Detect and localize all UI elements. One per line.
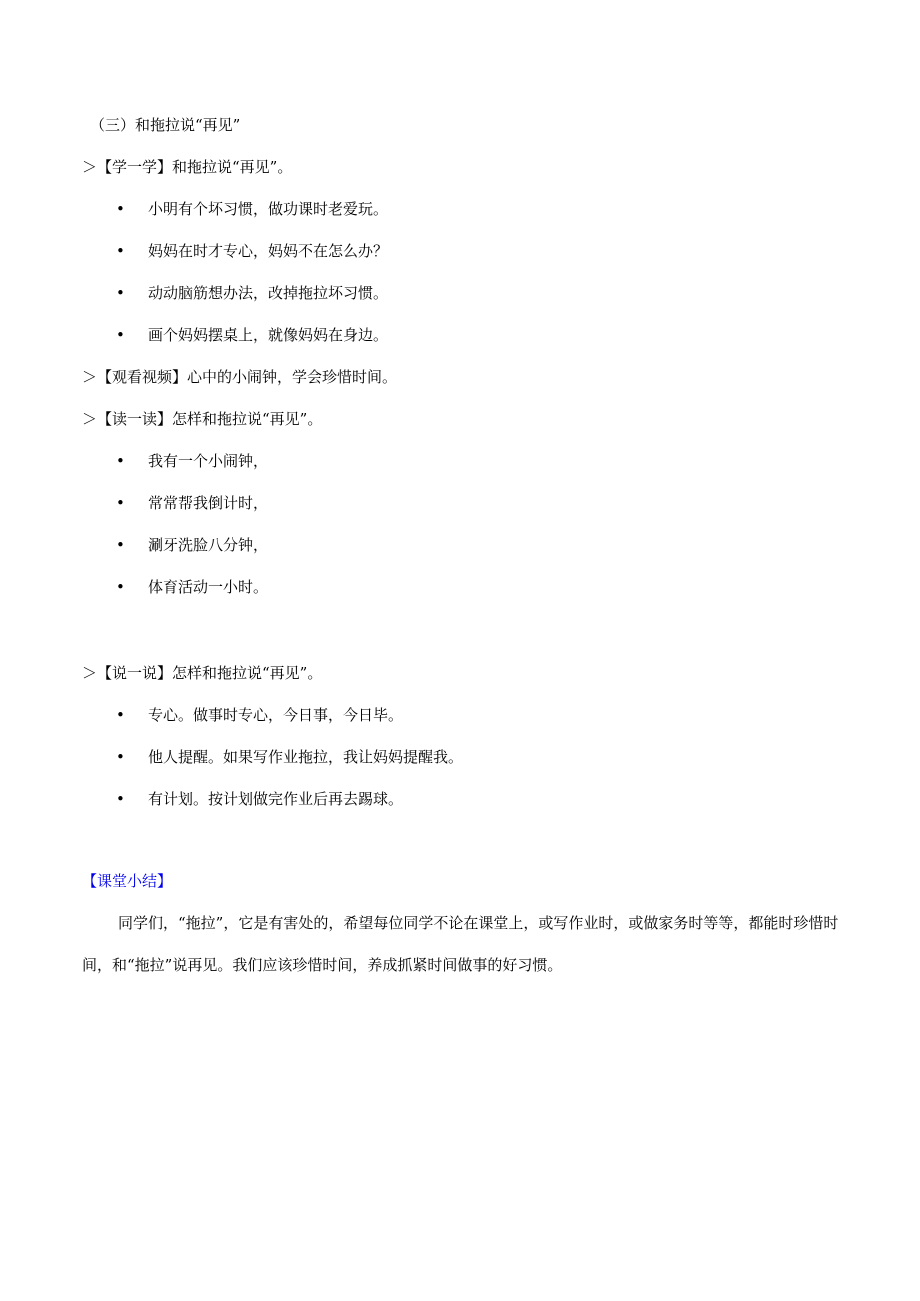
bullet-icon: • [116, 200, 125, 218]
list-item: 画个妈妈摆桌上，就像妈妈在身边。 [148, 326, 389, 344]
block-title-read: ＞【读一读】怎样和拖拉说“再见”。 [82, 410, 323, 428]
summary-title: 【课堂小结】 [82, 872, 173, 890]
bullet-icon: • [116, 790, 125, 808]
list-item: 动动脑筋想办法，改掉拖拉坏习惯。 [148, 284, 389, 302]
list-item: 他人提醒。如果写作业拖拉，我让妈妈提醒我。 [148, 748, 464, 766]
list-item: 体育活动一小时。 [148, 578, 269, 596]
section-heading: （三）和拖拉说“再见” [90, 116, 241, 134]
list-item: 专心。做事时专心，今日事，今日毕。 [148, 706, 404, 724]
bullet-icon: • [116, 578, 125, 596]
bullet-icon: • [116, 748, 125, 766]
summary-paragraph: 同学们，“拖拉”，它是有害处的，希望每位同学不论在课堂上，或写作业时，或做家务时等等，都能时珍惜时间，和“拖拉”说再见。我们应该珍惜时间，养成抓紧时间做事的好习惯。 [82, 914, 839, 974]
list-item: 有计划。按计划做完作业后再去踢球。 [148, 790, 404, 808]
list-item: 常常帮我倒计时， [148, 494, 269, 512]
bullet-icon: • [116, 494, 125, 512]
list-item: 小明有个坏习惯，做功课时老爱玩。 [148, 200, 389, 218]
bullet-icon: • [116, 284, 125, 302]
block-title-learn: ＞【学一学】和拖拉说“再见”。 [82, 158, 293, 176]
block-title-say: ＞【说一说】怎样和拖拉说“再见”。 [82, 664, 323, 682]
bullet-icon: • [116, 452, 125, 470]
bullet-icon: • [116, 326, 125, 344]
block-title-video: ＞【观看视频】心中的小闹钟，学会珍惜时间。 [82, 368, 398, 386]
list-item: 妈妈在时才专心，妈妈不在怎么办？ [148, 242, 389, 260]
list-item: 我有一个小闹钟， [148, 452, 269, 470]
bullet-icon: • [116, 242, 125, 260]
bullet-icon: • [116, 706, 125, 724]
list-item: 涮牙洗脸八分钟， [148, 536, 269, 554]
bullet-icon: • [116, 536, 125, 554]
